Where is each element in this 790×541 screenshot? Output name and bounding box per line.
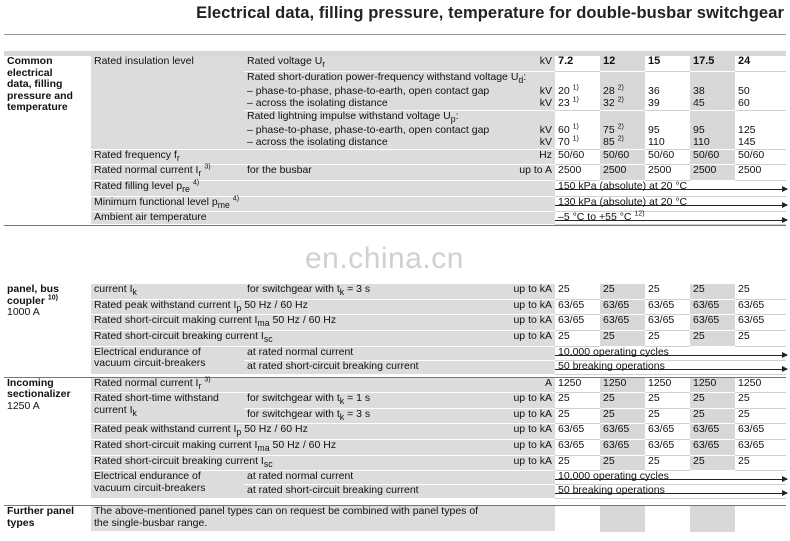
unit-cell: up to kA [374, 424, 555, 440]
value-cell: 50/60 [645, 149, 690, 165]
value-cell: 25 [735, 455, 786, 471]
section-label-common: Common electrical data, filling pressure and temperature [4, 56, 91, 226]
value-cell: 63/65 [555, 299, 600, 315]
value-span: –5 °C to +55 °C $^{12)}$ [555, 212, 786, 225]
value-cell: 63/65 [600, 315, 645, 331]
param-iso-dist: – across the isolating distance kV [244, 137, 555, 149]
param-condition: for switchgear with $t_k = 3$ s up to kA [244, 408, 555, 424]
unit-cell: Hz [374, 149, 555, 165]
value-cell: 25 [690, 284, 735, 299]
value-cell: 1250 [690, 377, 735, 393]
param-endurance: Electrical endurance of vacuum circuit-breakers [91, 346, 244, 374]
param-insulation: Rated insulation level [91, 56, 244, 149]
value-cell: 60 [735, 98, 786, 110]
value-cell: 63/65 [555, 424, 600, 440]
table-row [4, 196, 786, 212]
table-row [4, 377, 786, 393]
value-cell: 25 [555, 284, 600, 299]
value-cell: 63/65 [690, 439, 735, 455]
value-cell: 63/65 [690, 315, 735, 331]
value-cell: 63/65 [555, 315, 600, 331]
col-header: 15 [645, 56, 690, 71]
table-row [4, 439, 786, 455]
value-cell: 95 [645, 125, 690, 137]
value-cell: 63/65 [645, 299, 690, 315]
table-row [4, 330, 786, 346]
param-condition: for switchgear with $t_k = 1$ s up to kA [244, 393, 555, 409]
value-cell: 25 [735, 408, 786, 424]
value-cell: 25 [600, 393, 645, 409]
value-span: 10,000 operating cycles [555, 471, 786, 485]
further-note: The above-mentioned panel types can on request be combined with panel types of the single-busbar range. [91, 506, 555, 532]
unit-cell: up to A [374, 165, 555, 181]
param-normal-current: Rated normal current $I_r$ $^{3)}$ [91, 377, 374, 393]
value-cell: 50/60 [690, 149, 735, 165]
section-label-coupler: panel, bus coupler $^{10)}$ 1000 A [4, 284, 91, 377]
value-cell: 63/65 [555, 439, 600, 455]
section-label-further: Further panel types [4, 506, 91, 532]
col-header: 7.2 [555, 56, 600, 71]
value-cell: 25 [735, 284, 786, 299]
arrow-right-icon [782, 490, 788, 496]
value-cell: 70 $^{1)}$ [555, 137, 600, 149]
param-making: Rated short-circuit making current $I_{ma}$ 50 Hz / 60 Hz [91, 315, 374, 331]
param-breaking: Rated short-circuit breaking current $I_{sc}$ [91, 455, 374, 471]
unit-cell: up to kA [374, 455, 555, 471]
value-cell: 38 [690, 86, 735, 98]
value-cell: 36 [645, 86, 690, 98]
watermark: en.china.cn [305, 242, 464, 275]
value-cell: 2500 [600, 165, 645, 181]
param-ambient: Ambient air temperature [91, 212, 555, 225]
value-cell: 1250 [645, 377, 690, 393]
table-row [4, 315, 786, 331]
value-cell: 63/65 [735, 424, 786, 440]
param-rated-voltage: Rated voltage $U_r$ kV [244, 56, 555, 71]
value-cell: 25 [645, 455, 690, 471]
value-span: 10,000 operating cycles [555, 346, 786, 360]
value-cell: 85 $^{2)}$ [600, 137, 645, 149]
param-normal-current: Rated normal current $I_r$ $^{3)}$ [91, 165, 244, 181]
value-cell: 75 $^{2)}$ [600, 125, 645, 137]
param-condition: for switchgear with $t_k = 3$ s up to kA [244, 284, 555, 299]
table-row [4, 471, 786, 485]
arrow-right-icon [782, 202, 788, 208]
value-cell: 110 [690, 137, 735, 149]
table-row [4, 180, 786, 196]
table-row [4, 165, 786, 181]
value-cell: 63/65 [690, 424, 735, 440]
col-header: 17.5 [690, 56, 735, 71]
table-row [4, 506, 786, 532]
value-cell: 1250 [735, 377, 786, 393]
value-cell: 25 [690, 455, 735, 471]
arrow-right-icon [782, 217, 788, 223]
value-cell: 25 [555, 408, 600, 424]
value-cell: 110 [645, 137, 690, 149]
value-cell: 63/65 [690, 299, 735, 315]
col-header: 24 [735, 56, 786, 71]
param-breaking: Rated short-circuit breaking current $I_{sc}$ [91, 330, 374, 346]
param-frequency: Rated frequency $f_r$ [91, 149, 374, 165]
param-min-level: Minimum functional level $p_{me}$ $^{4)}$ [91, 196, 555, 212]
value-cell: 45 [690, 98, 735, 110]
value-cell: 32 $^{2)}$ [600, 98, 645, 110]
value-cell: 1250 [555, 377, 600, 393]
col-header: 12 [600, 56, 645, 71]
value-cell: 25 [645, 408, 690, 424]
unit-cell: up to kA [374, 299, 555, 315]
value-cell: 63/65 [735, 439, 786, 455]
value-cell: 28 $^{2)}$ [600, 86, 645, 98]
arrow-right-icon [782, 352, 788, 358]
value-cell: 25 [555, 393, 600, 409]
param-pp-gap: – phase-to-phase, phase-to-earth, open contact gap kV [244, 125, 555, 137]
value-cell: 2500 [645, 165, 690, 181]
table-row [4, 212, 786, 225]
value-cell: 2500 [735, 165, 786, 181]
value-cell: 25 [735, 330, 786, 346]
section-label-incoming: Incoming sectionalizer 1250 A [4, 377, 91, 506]
value-cell: 63/65 [735, 315, 786, 331]
value-cell: 63/65 [645, 315, 690, 331]
table-row [4, 299, 786, 315]
value-cell: 25 [690, 408, 735, 424]
arrow-right-icon [782, 186, 788, 192]
value-cell: 25 [690, 393, 735, 409]
unit-cell: up to kA [374, 315, 555, 331]
table-row [4, 56, 786, 71]
value-cell: 63/65 [645, 424, 690, 440]
value-cell: 25 [645, 330, 690, 346]
value-cell: 125 [735, 125, 786, 137]
value-span: 150 kPa (absolute) at 20 °C [555, 180, 786, 196]
value-cell: 63/65 [600, 424, 645, 440]
param-peak: Rated peak withstand current $I_p$ 50 Hz / 60 Hz [91, 299, 374, 315]
value-cell: 145 [735, 137, 786, 149]
value-cell: 50/60 [600, 149, 645, 165]
param-lightning: Rated lightning impulse withstand voltage $U_p$: [244, 110, 555, 125]
ratings-table [4, 56, 786, 532]
arrow-right-icon [782, 476, 788, 482]
table-row [4, 346, 786, 360]
param-peak: Rated peak withstand current $I_p$ 50 Hz / 60 Hz [91, 424, 374, 440]
table-row [4, 424, 786, 440]
param-condition: for the busbar [244, 165, 374, 181]
value-cell: 25 [600, 455, 645, 471]
table-row [4, 149, 786, 165]
param-pp-gap: – phase-to-phase, phase-to-earth, open contact gap kV [244, 86, 555, 98]
value-cell: 20 $^{1)}$ [555, 86, 600, 98]
table-row [4, 284, 786, 299]
value-cell: 2500 [555, 165, 600, 181]
arrow-right-icon [782, 366, 788, 372]
param-condition: at rated short-circuit breaking current [244, 485, 555, 499]
page-title: Electrical data, filling pressure, temperature for double-busbar switchgear [196, 4, 784, 22]
value-cell: 25 [600, 408, 645, 424]
value-cell: 25 [600, 330, 645, 346]
value-cell: 50 [735, 86, 786, 98]
value-cell: 63/65 [600, 439, 645, 455]
param-short-duration: Rated short-duration power-frequency withstand voltage $U_d$: [244, 71, 555, 86]
param-making: Rated short-circuit making current $I_{ma}$ 50 Hz / 60 Hz [91, 439, 374, 455]
table-row [4, 455, 786, 471]
param-condition: at rated normal current [244, 471, 555, 485]
value-cell: 63/65 [600, 299, 645, 315]
title-rule [4, 34, 786, 35]
value-cell: 63/65 [735, 299, 786, 315]
value-cell: 50/60 [735, 149, 786, 165]
value-cell: 25 [555, 330, 600, 346]
value-cell: 63/65 [645, 439, 690, 455]
value-cell: 2500 [690, 165, 735, 181]
param-short-time: Rated short-time withstand current $I_k$ [91, 393, 244, 424]
value-cell: 25 [645, 393, 690, 409]
value-cell: 25 [690, 330, 735, 346]
unit-cell: up to kA [374, 439, 555, 455]
param-condition: at rated short-circuit breaking current [244, 360, 555, 374]
value-cell: 39 [645, 98, 690, 110]
param-iso-dist: – across the isolating distance kV [244, 98, 555, 110]
value-cell: 25 [645, 284, 690, 299]
value-cell: 25 [555, 455, 600, 471]
table-row [4, 393, 786, 409]
value-cell: 23 $^{1)}$ [555, 98, 600, 110]
unit-cell: A [374, 377, 555, 393]
param-filling-level: Rated filling level $p_{re}$ $^{4)}$ [91, 180, 555, 196]
param-endurance: Electrical endurance of vacuum circuit-breakers [91, 471, 244, 499]
value-cell: 25 [600, 284, 645, 299]
unit-cell: up to kA [374, 330, 555, 346]
param-current: current $I_k$ [91, 284, 244, 299]
param-condition: at rated normal current [244, 346, 555, 360]
value-cell: 50/60 [555, 149, 600, 165]
value-span: 50 breaking operations [555, 485, 786, 499]
value-cell: 1250 [600, 377, 645, 393]
value-span: 50 breaking operations [555, 360, 786, 374]
value-span: 130 kPa (absolute) at 20 °C [555, 196, 786, 212]
value-cell: 95 [690, 125, 735, 137]
value-cell: 25 [735, 393, 786, 409]
value-cell: 60 $^{1)}$ [555, 125, 600, 137]
